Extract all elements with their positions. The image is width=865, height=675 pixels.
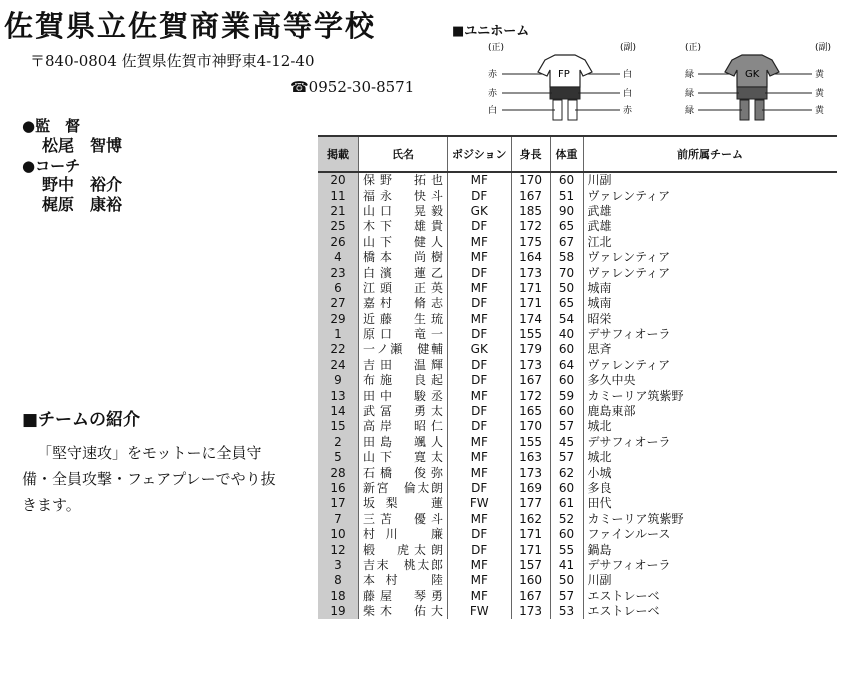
player-prev-team: 武雄 bbox=[583, 219, 837, 234]
player-position: MF bbox=[448, 450, 512, 465]
player-number: 16 bbox=[318, 481, 359, 496]
player-prev-team: 城南 bbox=[583, 281, 837, 296]
player-position: MF bbox=[448, 589, 512, 604]
gk-uniform bbox=[685, 41, 831, 120]
header-height: 身長 bbox=[511, 136, 550, 172]
school-phone: ☎0952-30-8571 bbox=[290, 78, 415, 96]
coach-name-2: 梶原 康裕 bbox=[42, 195, 123, 214]
player-name: 近藤 生琉 bbox=[359, 312, 448, 327]
player-position: DF bbox=[448, 296, 512, 311]
player-height: 173 bbox=[511, 465, 550, 480]
fp-uniform bbox=[488, 41, 636, 120]
player-height: 175 bbox=[511, 235, 550, 250]
player-position: FW bbox=[448, 496, 512, 511]
gk-primary-shirt: 緑 bbox=[685, 70, 695, 80]
player-height: 160 bbox=[511, 573, 550, 588]
player-number: 18 bbox=[318, 589, 359, 604]
table-row bbox=[318, 219, 837, 234]
player-name: 藤屋 琴勇 bbox=[359, 589, 448, 604]
fp-secondary-shorts: 白 bbox=[623, 89, 633, 99]
table-row bbox=[318, 281, 837, 296]
player-prev-team: 江北 bbox=[583, 235, 837, 250]
player-height: 179 bbox=[511, 342, 550, 357]
gk-primary-shorts: 緑 bbox=[685, 89, 695, 99]
fp-secondary-socks: 赤 bbox=[623, 106, 633, 116]
player-name: 高岸 昭仁 bbox=[359, 419, 448, 434]
table-row bbox=[318, 373, 837, 388]
player-height: 167 bbox=[511, 589, 550, 604]
player-weight: 50 bbox=[550, 573, 583, 588]
player-position: MF bbox=[448, 312, 512, 327]
player-position: MF bbox=[448, 281, 512, 296]
fp-shorts bbox=[550, 87, 580, 99]
player-number: 14 bbox=[318, 404, 359, 419]
player-height: 177 bbox=[511, 496, 550, 511]
player-weight: 51 bbox=[550, 188, 583, 203]
gk-secondary-socks: 黄 bbox=[815, 106, 825, 116]
player-name: 柴木 佑大 bbox=[359, 604, 448, 619]
table-row bbox=[318, 296, 837, 311]
table-row bbox=[318, 388, 837, 403]
player-position: MF bbox=[448, 512, 512, 527]
player-name: 吉田 温輝 bbox=[359, 358, 448, 373]
player-name: 吉末 桃太郎 bbox=[359, 558, 448, 573]
table-row bbox=[318, 558, 837, 573]
player-number: 22 bbox=[318, 342, 359, 357]
player-height: 171 bbox=[511, 281, 550, 296]
player-weight: 60 bbox=[550, 172, 583, 188]
player-number: 6 bbox=[318, 281, 359, 296]
player-number: 9 bbox=[318, 373, 359, 388]
player-number: 17 bbox=[318, 496, 359, 511]
player-number: 2 bbox=[318, 435, 359, 450]
player-position: DF bbox=[448, 542, 512, 557]
player-prev-team: 武雄 bbox=[583, 204, 837, 219]
table-row bbox=[318, 204, 837, 219]
player-position: MF bbox=[448, 172, 512, 188]
player-number: 21 bbox=[318, 204, 359, 219]
player-weight: 60 bbox=[550, 342, 583, 357]
player-number: 27 bbox=[318, 296, 359, 311]
intro-text: 「堅守速攻」をモットーに全員守備・全員攻撃・フェアプレーでやり抜きます。 bbox=[22, 444, 276, 514]
player-weight: 57 bbox=[550, 450, 583, 465]
player-weight: 64 bbox=[550, 358, 583, 373]
player-weight: 57 bbox=[550, 589, 583, 604]
table-row bbox=[318, 481, 837, 496]
player-name: 木下 雄貴 bbox=[359, 219, 448, 234]
player-name: 白濱 蓮乙 bbox=[359, 265, 448, 280]
roster-header-row bbox=[318, 136, 837, 172]
player-name: 山口 晃毅 bbox=[359, 204, 448, 219]
player-prev-team: 鍋島 bbox=[583, 542, 837, 557]
player-height: 170 bbox=[511, 172, 550, 188]
player-weight: 50 bbox=[550, 281, 583, 296]
player-position: DF bbox=[448, 481, 512, 496]
table-row bbox=[318, 342, 837, 357]
player-weight: 59 bbox=[550, 388, 583, 403]
player-number: 8 bbox=[318, 573, 359, 588]
table-row bbox=[318, 589, 837, 604]
player-prev-team: ヴァレンティア bbox=[583, 358, 837, 373]
player-height: 173 bbox=[511, 265, 550, 280]
player-prev-team: カミーリア筑紫野 bbox=[583, 388, 837, 403]
player-position: DF bbox=[448, 419, 512, 434]
player-height: 157 bbox=[511, 558, 550, 573]
player-number: 7 bbox=[318, 512, 359, 527]
table-row bbox=[318, 235, 837, 250]
player-number: 3 bbox=[318, 558, 359, 573]
player-prev-team: エストレーベ bbox=[583, 589, 837, 604]
player-prev-team: デサフィオーラ bbox=[583, 435, 837, 450]
manager-label: ●監 督 bbox=[22, 117, 81, 135]
fp-primary-shorts: 赤 bbox=[488, 89, 498, 99]
player-number: 15 bbox=[318, 419, 359, 434]
table-row bbox=[318, 450, 837, 465]
player-name: 一ノ瀬 健輔 bbox=[359, 342, 448, 357]
player-position: MF bbox=[448, 573, 512, 588]
gk-secondary-shirt: 黄 bbox=[815, 70, 825, 80]
header-number: 掲載 bbox=[318, 136, 359, 172]
table-row bbox=[318, 542, 837, 557]
player-height: 165 bbox=[511, 404, 550, 419]
table-row bbox=[318, 404, 837, 419]
table-row bbox=[318, 435, 837, 450]
player-name: 原口 竜一 bbox=[359, 327, 448, 342]
player-position: DF bbox=[448, 265, 512, 280]
player-position: DF bbox=[448, 219, 512, 234]
player-number: 23 bbox=[318, 265, 359, 280]
table-row bbox=[318, 573, 837, 588]
player-prev-team: 多良 bbox=[583, 481, 837, 496]
table-row bbox=[318, 172, 837, 188]
player-prev-team: 城南 bbox=[583, 296, 837, 311]
player-height: 162 bbox=[511, 512, 550, 527]
player-prev-team: 城北 bbox=[583, 450, 837, 465]
player-prev-team: カミーリア筑紫野 bbox=[583, 512, 837, 527]
player-height: 155 bbox=[511, 327, 550, 342]
player-weight: 90 bbox=[550, 204, 583, 219]
player-position: MF bbox=[448, 465, 512, 480]
table-row bbox=[318, 312, 837, 327]
player-height: 171 bbox=[511, 527, 550, 542]
player-position: MF bbox=[448, 558, 512, 573]
manager-name: 松尾 智博 bbox=[42, 136, 123, 155]
player-position: GK bbox=[448, 204, 512, 219]
player-height: 185 bbox=[511, 204, 550, 219]
player-weight: 60 bbox=[550, 527, 583, 542]
fp-primary-socks: 白 bbox=[488, 106, 498, 116]
player-name: 江頭 正英 bbox=[359, 281, 448, 296]
player-prev-team: ヴァレンティア bbox=[583, 250, 837, 265]
player-weight: 60 bbox=[550, 373, 583, 388]
player-height: 163 bbox=[511, 450, 550, 465]
school-address: 〒840-0804 佐賀県佐賀市神野東4-12-40 bbox=[30, 52, 315, 70]
gk-secondary-label: (副) bbox=[815, 43, 832, 53]
player-prev-team: デサフィオーラ bbox=[583, 327, 837, 342]
roster-body bbox=[318, 172, 837, 619]
player-weight: 52 bbox=[550, 512, 583, 527]
gk-secondary-shorts: 黄 bbox=[815, 89, 825, 99]
roster-table bbox=[318, 135, 837, 619]
player-position: MF bbox=[448, 388, 512, 403]
player-prev-team: 昭栄 bbox=[583, 312, 837, 327]
player-name: 田中 駿丞 bbox=[359, 388, 448, 403]
player-prev-team: ヴァレンティア bbox=[583, 265, 837, 280]
table-row bbox=[318, 512, 837, 527]
player-height: 172 bbox=[511, 388, 550, 403]
player-name: 山下 健人 bbox=[359, 235, 448, 250]
player-height: 169 bbox=[511, 481, 550, 496]
player-number: 19 bbox=[318, 604, 359, 619]
player-number: 13 bbox=[318, 388, 359, 403]
player-weight: 67 bbox=[550, 235, 583, 250]
player-prev-team: デサフィオーラ bbox=[583, 558, 837, 573]
player-number: 11 bbox=[318, 188, 359, 203]
player-height: 171 bbox=[511, 542, 550, 557]
player-name: 本村 陸 bbox=[359, 573, 448, 588]
player-name: 坂梨 蓮 bbox=[359, 496, 448, 511]
table-row bbox=[318, 265, 837, 280]
player-prev-team: ヴァレンティア bbox=[583, 188, 837, 203]
player-position: DF bbox=[448, 404, 512, 419]
player-number: 4 bbox=[318, 250, 359, 265]
player-weight: 60 bbox=[550, 481, 583, 496]
player-weight: 41 bbox=[550, 558, 583, 573]
player-height: 167 bbox=[511, 188, 550, 203]
player-name: 福永 快斗 bbox=[359, 188, 448, 203]
table-row bbox=[318, 419, 837, 434]
table-row bbox=[318, 327, 837, 342]
gk-primary-label: (正) bbox=[685, 43, 702, 53]
player-height: 155 bbox=[511, 435, 550, 450]
uniform-diagram bbox=[480, 40, 840, 125]
player-position: MF bbox=[448, 250, 512, 265]
player-position: DF bbox=[448, 527, 512, 542]
player-number: 26 bbox=[318, 235, 359, 250]
header-position: ポジション bbox=[448, 136, 512, 172]
player-weight: 60 bbox=[550, 404, 583, 419]
player-number: 20 bbox=[318, 172, 359, 188]
header-prev-team: 前所属チーム bbox=[583, 136, 837, 172]
player-prev-team: ファインルース bbox=[583, 527, 837, 542]
player-prev-team: 思斉 bbox=[583, 342, 837, 357]
player-weight: 55 bbox=[550, 542, 583, 557]
gk-label: GK bbox=[745, 69, 760, 80]
player-position: DF bbox=[448, 327, 512, 342]
player-height: 164 bbox=[511, 250, 550, 265]
gk-primary-socks: 緑 bbox=[685, 106, 695, 116]
table-row bbox=[318, 250, 837, 265]
player-prev-team: 川副 bbox=[583, 573, 837, 588]
school-name: 佐賀県立佐賀商業高等学校 bbox=[4, 9, 377, 43]
player-weight: 70 bbox=[550, 265, 583, 280]
table-row bbox=[318, 465, 837, 480]
player-name: 村川 廉 bbox=[359, 527, 448, 542]
player-height: 172 bbox=[511, 219, 550, 234]
table-row bbox=[318, 188, 837, 203]
player-name: 山下 寛太 bbox=[359, 450, 448, 465]
player-prev-team: 多久中央 bbox=[583, 373, 837, 388]
player-height: 167 bbox=[511, 373, 550, 388]
coach-label: ●コーチ bbox=[22, 157, 81, 175]
fp-secondary-shirt: 白 bbox=[623, 70, 633, 80]
player-height: 170 bbox=[511, 419, 550, 434]
header-weight: 体重 bbox=[550, 136, 583, 172]
player-weight: 65 bbox=[550, 219, 583, 234]
player-prev-team: 鹿島東部 bbox=[583, 404, 837, 419]
fp-label: FP bbox=[558, 69, 570, 80]
player-position: FW bbox=[448, 604, 512, 619]
player-number: 5 bbox=[318, 450, 359, 465]
player-number: 25 bbox=[318, 219, 359, 234]
player-number: 10 bbox=[318, 527, 359, 542]
player-name: 嘉村 脩志 bbox=[359, 296, 448, 311]
fp-primary-shirt: 赤 bbox=[488, 70, 498, 80]
player-name: 武冨 勇太 bbox=[359, 404, 448, 419]
player-weight: 61 bbox=[550, 496, 583, 511]
table-row bbox=[318, 496, 837, 511]
player-weight: 65 bbox=[550, 296, 583, 311]
player-name: 保野 拓也 bbox=[359, 172, 448, 188]
fp-primary-label: (正) bbox=[488, 43, 505, 53]
player-position: MF bbox=[448, 435, 512, 450]
player-prev-team: 小城 bbox=[583, 465, 837, 480]
player-weight: 40 bbox=[550, 327, 583, 342]
player-name: 三苫 優斗 bbox=[359, 512, 448, 527]
player-position: DF bbox=[448, 358, 512, 373]
fp-secondary-label: (副) bbox=[620, 43, 637, 53]
player-name: 新宮 倫太朗 bbox=[359, 481, 448, 496]
gk-shorts bbox=[737, 87, 767, 99]
player-name: 椴 虎太朗 bbox=[359, 542, 448, 557]
player-position: DF bbox=[448, 373, 512, 388]
player-prev-team: 田代 bbox=[583, 496, 837, 511]
player-position: MF bbox=[448, 235, 512, 250]
player-weight: 54 bbox=[550, 312, 583, 327]
player-position: DF bbox=[448, 188, 512, 203]
player-weight: 62 bbox=[550, 465, 583, 480]
uniform-title: ■ユニホーム bbox=[452, 24, 530, 39]
player-number: 28 bbox=[318, 465, 359, 480]
player-prev-team: エストレーベ bbox=[583, 604, 837, 619]
player-name: 橋本 尚樹 bbox=[359, 250, 448, 265]
player-prev-team: 川副 bbox=[583, 172, 837, 188]
player-number: 24 bbox=[318, 358, 359, 373]
header-name: 氏名 bbox=[359, 136, 448, 172]
player-weight: 53 bbox=[550, 604, 583, 619]
player-number: 29 bbox=[318, 312, 359, 327]
intro-title: ■チームの紹介 bbox=[22, 410, 141, 430]
player-position: GK bbox=[448, 342, 512, 357]
player-number: 12 bbox=[318, 542, 359, 557]
player-height: 173 bbox=[511, 604, 550, 619]
player-name: 布施 良起 bbox=[359, 373, 448, 388]
player-height: 173 bbox=[511, 358, 550, 373]
player-number: 1 bbox=[318, 327, 359, 342]
player-name: 石橋 俊弥 bbox=[359, 465, 448, 480]
player-height: 171 bbox=[511, 296, 550, 311]
player-weight: 58 bbox=[550, 250, 583, 265]
table-row bbox=[318, 604, 837, 619]
table-row bbox=[318, 358, 837, 373]
coach-name-1: 野中 裕介 bbox=[42, 175, 123, 194]
player-weight: 57 bbox=[550, 419, 583, 434]
player-weight: 45 bbox=[550, 435, 583, 450]
player-name: 田島 颯人 bbox=[359, 435, 448, 450]
player-prev-team: 城北 bbox=[583, 419, 837, 434]
player-height: 174 bbox=[511, 312, 550, 327]
table-row bbox=[318, 527, 837, 542]
